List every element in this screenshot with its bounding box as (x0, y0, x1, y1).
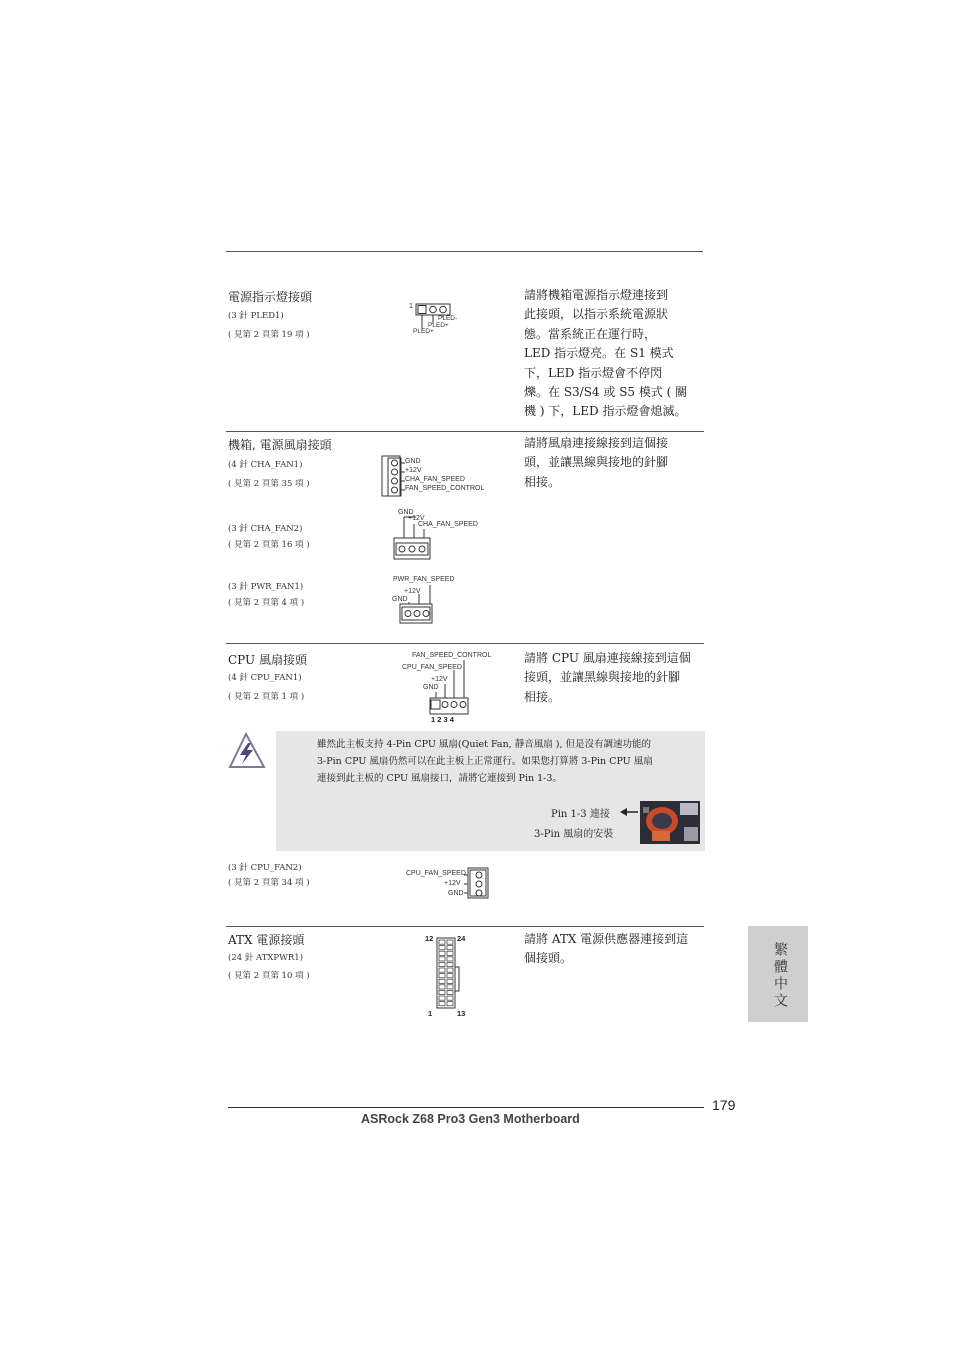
pwr-fan1-ref: ( 見第 2 頁第 4 項 ) (228, 598, 305, 608)
cpu-fan1-control-label: FAN_SPEED_CONTROL (412, 652, 492, 659)
atx-pin (447, 946, 453, 950)
atx-pin (439, 979, 445, 983)
cha-fan2-sub: (3 針 CHA_FAN2) (228, 524, 303, 534)
chassis-fan-desc-line: 請將風扇連接線接到這個接 (524, 436, 669, 450)
atx-pin (439, 951, 445, 955)
chassis-fan-desc-line: 頭，並讓黑線與接地的針腳 (524, 455, 669, 470)
section-divider (226, 431, 704, 432)
cha-fan2-gnd-label: GND (398, 509, 414, 516)
section-divider (226, 643, 704, 644)
cha-fan1-12v-label: +12V (405, 467, 422, 474)
atx-pin (447, 996, 453, 1000)
cha-fan1-diagram (380, 454, 500, 500)
pwr-fan1-sub: (3 針 PWR_FAN1) (228, 582, 304, 592)
atx-pin12-label: 12 (425, 934, 434, 943)
atx-title: ATX 電源接頭 (228, 933, 305, 947)
cha-fan1-speed-label: CHA_FAN_SPEED (405, 476, 465, 483)
warning-icon (226, 731, 268, 771)
atx-pin (447, 957, 453, 961)
pled-desc-line: 態。當系統正在運行時， (524, 326, 657, 341)
pled-desc-line: 下，LED 指示燈會不停閃 (524, 365, 663, 380)
header-rule (226, 251, 703, 252)
pled-plus-label-a: PLED+ (428, 322, 449, 329)
cpu-fan-title: CPU 風扇接頭 (228, 653, 307, 667)
cpu-fan1-pin-numbers: 1 2 3 4 (431, 715, 454, 724)
footer-title: ASRock Z68 Pro3 Gen3 Motherboard (361, 1112, 580, 1126)
chassis-fan-desc-line: 相接。 (524, 474, 561, 489)
cpu-fan1-speed-label: CPU_FAN_SPEED (402, 664, 462, 671)
note-line: 3-Pin CPU 風扇仍然可以在此主板上正常運行。如果您打算將 3-Pin CPU 風扇 (317, 756, 653, 767)
pled-header-diagram (408, 300, 468, 340)
atx-pin (447, 985, 453, 989)
cpu-fan2-diagram (406, 866, 496, 902)
cha-fan1-control-label: FAN_SPEED_CONTROL (405, 485, 485, 492)
atx-pin (439, 985, 445, 989)
atx-pin (447, 990, 453, 994)
atx-pin (439, 996, 445, 1000)
cpu-fan2-12v-label: +12V (444, 880, 461, 887)
pled-desc-line: 請將機箱電源指示燈連接到 (524, 288, 669, 302)
cpu-fan1-sub: (4 針 CPU_FAN1) (228, 673, 302, 683)
cha-fan2-ref: ( 見第 2 頁第 16 項 ) (228, 540, 310, 550)
cpu-fan2-gnd-label: GND (448, 890, 464, 897)
cha-fan1-sub: (4 針 CHA_FAN1) (228, 460, 303, 470)
footer-rule (228, 1107, 704, 1108)
pled-ref: ( 見第 2 頁第 19 項 ) (228, 330, 310, 340)
atx-ref: ( 見第 2 頁第 10 項 ) (228, 971, 310, 981)
cpu-fan2-speed-label: CPU_FAN_SPEED (406, 870, 466, 877)
cpu-fan-desc-line: 相接。 (524, 689, 561, 704)
pwr-fan1-speed-label: PWR_FAN_SPEED (393, 576, 455, 583)
atx-pin (439, 940, 445, 944)
note-caption-install: 3-Pin 風扇的安裝 (534, 829, 614, 840)
pled-plus-label-b: PLED+ (413, 328, 434, 335)
chassis-fan-title: 機箱, 電源風扇接頭 (228, 438, 332, 452)
cpu-fan1-ref: ( 見第 2 頁第 1 項 ) (228, 692, 305, 702)
section-divider (226, 926, 704, 927)
atx-pin (439, 946, 445, 950)
pled-title: 電源指示燈接頭 (228, 290, 313, 304)
atx-pin (439, 990, 445, 994)
atx-pin1-label: 1 (428, 1009, 433, 1018)
arrow-left-icon (620, 806, 640, 818)
cpu-fan1-12v-label: +12V (431, 676, 448, 683)
note-caption-pin: Pin 1-3 連接 (551, 809, 610, 820)
cpu-fan1-pins-graphic (400, 650, 500, 725)
cpu-fan1-diagram (400, 650, 500, 725)
note-text (317, 736, 707, 787)
cha-fan2-12v-label: +12V (408, 515, 425, 522)
warning-triangle-graphic (226, 731, 268, 771)
cpu-fan-desc-line: 接頭，並讓黑線與接地的針腳 (524, 670, 681, 685)
atx-sub: (24 針 ATXPWR1) (228, 953, 304, 963)
cpu-fan-desc-line: 請將 CPU 風扇連接線接到這個 (524, 651, 691, 665)
pwr-fan1-gnd-label: GND (392, 596, 408, 603)
atx-pin (439, 957, 445, 961)
atx-desc-line: 請將 ATX 電源供應器連接到這 (524, 932, 689, 946)
pled-minus-label: PLED- (438, 315, 458, 322)
atx-pin (447, 962, 453, 966)
atx-pin (439, 974, 445, 978)
pwr-fan1-diagram (392, 574, 482, 626)
fan-photo-graphic (640, 801, 700, 844)
cha-fan2-speed-label: CHA_FAN_SPEED (418, 521, 478, 528)
pled-desc-line: 此接頭，以指示系統電源狀 (524, 307, 669, 322)
pled-desc-line: LED 指示燈亮。在 S1 模式 (524, 346, 674, 361)
pled-desc-line: 機 ) 下，LED 指示燈會熄滅。 (524, 404, 687, 419)
atx-pin (447, 940, 453, 944)
chassis-fan-description (524, 434, 714, 492)
atx-pin24-label: 24 (457, 934, 466, 943)
pwr-fan1-12v-label: +12V (404, 588, 421, 595)
note-line: 連接到此主板的 CPU 風扇接口，請將它連接到 Pin 1-3。 (317, 773, 562, 784)
cha-fan1-gnd-label: GND (405, 458, 421, 465)
pled-description (524, 286, 714, 422)
language-label: 繁體中文 (772, 942, 788, 1010)
cpu-fan2-sub: (3 針 CPU_FAN2) (228, 863, 302, 873)
atx-pin13-label: 13 (457, 1009, 466, 1018)
atx-pin (439, 962, 445, 966)
atx-pin (439, 968, 445, 972)
atx-connector-diagram (424, 930, 474, 1022)
cpu-fan1-gnd-label: GND (423, 684, 439, 691)
cha-fan2-diagram (396, 508, 496, 564)
atx-desc-line: 個接頭。 (524, 951, 573, 966)
atx-pin (447, 979, 453, 983)
cpu-fan2-ref: ( 見第 2 頁第 34 項 ) (228, 878, 310, 888)
language-side-tab (748, 926, 808, 1022)
page-number: 179 (712, 1097, 736, 1113)
atx-description (524, 930, 714, 969)
atx-pin (447, 974, 453, 978)
atx-pin (439, 1002, 445, 1006)
cpu-fan-description (524, 649, 714, 707)
cha-fan1-ref: ( 見第 2 頁第 35 項 ) (228, 479, 310, 489)
fan-installation-photo (640, 801, 700, 844)
note-line: 雖然此主板支持 4-Pin CPU 風扇(Quiet Fan, 靜音風扇 ), 但是沒有調速功能的 (317, 739, 652, 750)
atx-pin (447, 1002, 453, 1006)
arrow-graphic (620, 806, 640, 818)
pled-pin1-label: 1 (409, 303, 413, 310)
atx-pin (447, 968, 453, 972)
pled-desc-line: 爍。在 S3/S4 或 S5 模式 ( 關 (524, 385, 688, 400)
atx-pin (447, 951, 453, 955)
pled-sub: (3 針 PLED1) (228, 311, 284, 321)
